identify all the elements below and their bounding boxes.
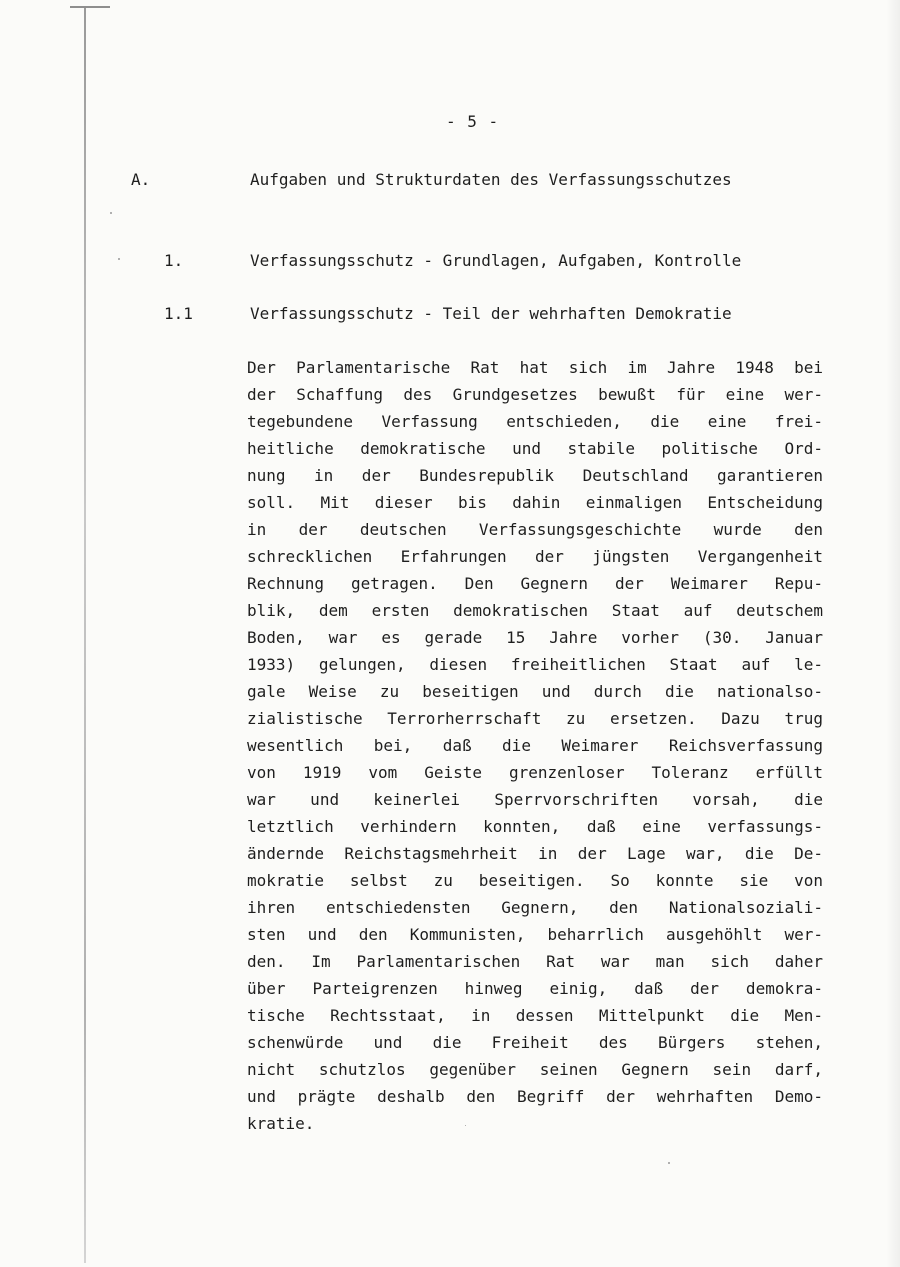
- paragraph-line: von 1919 vom Geiste grenzenloser Toleranz erfüllt: [247, 763, 823, 782]
- paragraph-line: Der Parlamentarische Rat hat sich im Jahre 1948 bei: [247, 358, 823, 377]
- paragraph-line: kratie.: [247, 1114, 315, 1133]
- paragraph-line: den. Im Parlamentarischen Rat war man sich daher: [247, 952, 823, 971]
- paragraph-line: tische Rechtsstaat, in dessen Mittelpunkt die Men-: [247, 1006, 823, 1025]
- paragraph-line: der Schaffung des Grundgesetzes bewußt für eine wer-: [247, 385, 823, 404]
- scan-speck: [465, 1125, 466, 1126]
- paragraph-line: Rechnung getragen. Den Gegnern der Weimarer Repu-: [247, 574, 823, 593]
- paragraph-line: nung in der Bundesrepublik Deutschland garantieren: [247, 466, 823, 485]
- scan-speck: [668, 1162, 670, 1164]
- paragraph-line: ihren entschiedensten Gegnern, den Nationalsoziali-: [247, 898, 823, 917]
- paragraph-line: nicht schutzlos gegenüber seinen Gegnern sein darf,: [247, 1060, 823, 1079]
- paragraph-line: gale Weise zu beseitigen und durch die nationalso-: [247, 682, 823, 701]
- scan-right-shadow: [886, 0, 900, 1267]
- scan-speck: [118, 258, 120, 260]
- paragraph-line: und prägte deshalb den Begriff der wehrhaften Demo-: [247, 1087, 823, 1106]
- paragraph-line: in der deutschen Verfassungsgeschichte wurde den: [247, 520, 823, 539]
- section-number: 1.: [164, 251, 184, 270]
- body-paragraph: [247, 354, 823, 1137]
- page-number: - 5 -: [446, 112, 500, 131]
- paragraph-line: soll. Mit dieser bis dahin einmaligen Entscheidung: [247, 493, 823, 512]
- paragraph-line: blik, dem ersten demokratischen Staat auf deutschem: [247, 601, 823, 620]
- paragraph-line: ändernde Reichstagsmehrheit in der Lage war, die De-: [247, 844, 823, 863]
- paragraph-line: schrecklichen Erfahrungen der jüngsten Vergangenheit: [247, 547, 823, 566]
- scan-speck: [110, 212, 112, 214]
- paragraph-line: letztlich verhindern konnten, daß eine verfassungs-: [247, 817, 823, 836]
- paragraph-line: wesentlich bei, daß die Weimarer Reichsverfassung: [247, 736, 823, 755]
- section-number: A.: [131, 170, 151, 189]
- paragraph-line: heitliche demokratische und stabile politische Ord-: [247, 439, 823, 458]
- paragraph-line: Boden, war es gerade 15 Jahre vorher (30. Januar: [247, 628, 823, 647]
- paragraph-line: sten und den Kommunisten, beharrlich ausgehöhlt wer-: [247, 925, 823, 944]
- paragraph-line: war und keinerlei Sperrvorschriften vorsah, die: [247, 790, 823, 809]
- section-title: Verfassungsschutz - Grundlagen, Aufgaben, Kontrolle: [250, 251, 742, 270]
- paragraph-line: schenwürde und die Freiheit des Bürgers stehen,: [247, 1033, 823, 1052]
- paragraph-line: zialistische Terrorherrschaft zu ersetzen. Dazu trug: [247, 709, 823, 728]
- paragraph-line: mokratie selbst zu beseitigen. So konnte sie von: [247, 871, 823, 890]
- paragraph-line: über Parteigrenzen hinweg einig, daß der demokra-: [247, 979, 823, 998]
- section-number: 1.1: [164, 304, 193, 323]
- scan-edge-top: [70, 6, 110, 8]
- section-title: Aufgaben und Strukturdaten des Verfassungsschutzes: [250, 170, 732, 189]
- paragraph-line: 1933) gelungen, diesen freiheitlichen Staat auf le-: [247, 655, 823, 674]
- paragraph-line: tegebundene Verfassung entschieden, die eine frei-: [247, 412, 823, 431]
- section-title: Verfassungsschutz - Teil der wehrhaften Demokratie: [250, 304, 732, 323]
- scan-binding-edge: [84, 8, 86, 1263]
